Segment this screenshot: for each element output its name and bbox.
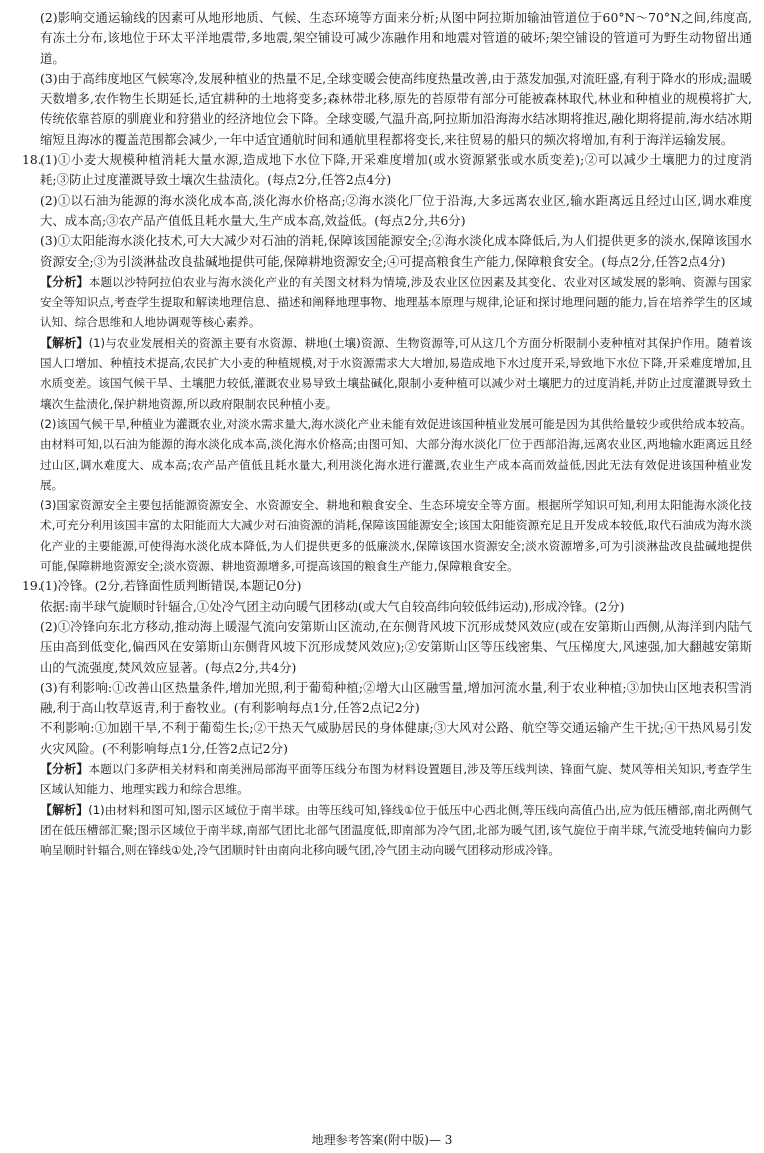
q18-explain-1 (22, 333, 752, 414)
q19-answer-3-unfavorable: 不利影响:①加剧干旱,不利于葡萄生长;②干热天气威胁居民的身体健康;③大风对公路、航空等交通运输产生干扰;④干热风易引发火灾风险。(不利影响每点1分,任答2点记2分) (40, 720, 752, 756)
analysis-tag: 【分析】 (40, 761, 89, 776)
q19-part1 (22, 576, 752, 596)
q18-analysis-text: 本题以沙特阿拉伯农业与海水淡化产业的有关图文材料为情境,涉及农业区位因素及其变化、农业对区域发展的影响、资源与国家安全等知识点,考查学生提取和解读地理信息、描述和阐释地理事物、地理基本原理与规律,论证和探讨地理问题的能力,旨在培养学生的区域认知、综合思维和人地协调观等核心素养。 (40, 274, 752, 330)
q19-answer-2: (2)①冷锋向东北方移动,推动海上暖湿气流向安第斯山区流动,在东侧背风坡下沉形成焚风效应(或在安第斯山西侧,从海洋到内陆气压由高到低变化,偏西风在安第斯山东侧背风坡下沉形成焚风效应);②安第斯山区等压线密集、气压梯度大,风速强,加大翻越安第斯山的气流强度,焚风效应显著。(每点2分,共4分) (40, 618, 752, 675)
q18-explain-1-text: (1)与农业发展相关的资源主要有水资源、耕地(土壤)资源、生物资源等,可从这几个方面分析限制小麦种植对其保护作用。随着该国人口增加、种植技术提高,农民扩大小麦的种植规模,对于水资源需求大大增加,易造成地下水过度开采,导致地下水位下降,开采难度增加,且水质变差。该国气候干旱、土壤肥力较低,灌溉农业易导致土壤盐碱化,限制小麦种植可以减少对土壤肥力的过度消耗,并防止过度灌溉导致土壤次生盐渍化,保护耕地资源,所以政府限制农民种植小麦。 (40, 335, 752, 411)
q18-answer-1: (1)①小麦大规模种植消耗大量水源,造成地下水位下降,开采难度增加(或水资源紧张或水质变差);②可以减少土壤肥力的过度消耗;③防止过度灌溉导致土壤次生盐渍化。(每点2分,任答2点4分) (40, 152, 752, 188)
q19-analysis (22, 759, 752, 800)
q18-explain-3: (3)国家资源安全主要包括能源资源安全、水资源安全、耕地和粮食安全、生态环境安全等方面。根据所学知识可知,利用太阳能海水淡化技术,可充分利用该国丰富的太阳能而大大减少对石油资源的消耗,保障该国能源安全;该国太阳能资源充足且开发成本较低,取代石油成为海水淡化产业的主要能源,可使得海水淡化成本降低,为人们提供更多的低廉淡水,保障该国水资源安全;淡水资源增多,可为引淡淋盐改良盐碱地提供可能,保障耕地资源安全;淡水资源、耕地资源增多,可提高该国的粮食生产能力,保障粮食安全。 (40, 498, 752, 574)
page-footer: 地理参考答案(附中版)— 3 (311, 1133, 453, 1147)
q17-part2: (2)影响交通运输线的因素可从地形地质、气候、生态环境等方面来分析;从图中阿拉斯加输油管道位于60°N～70°N之间,纬度高,有冻土分布,该地位于环太平洋地震带,多地震,架空铺设可减少冻融作用和地震对管道的破坏;架空铺设的管道可为野生动物留出通道。 (40, 10, 752, 66)
q19-analysis-text: 本题以门多萨相关材料和南美洲局部海平面等压线分布图为材料设置题目,涉及等压线判读、锋面气旋、焚风等相关知识,考查学生区域认知能力、地理实践力和综合思维。 (40, 761, 752, 797)
q19-answer-1-basis: 依据:南半球气旋顺时针辐合,①处冷气团主动向暖气团移动(或大气自较高纬向较低纬运动),形成冷锋。(2分) (40, 598, 625, 614)
explain-tag: 【解析】 (40, 802, 89, 817)
q19-explain-1 (22, 800, 752, 861)
explain-tag: 【解析】 (40, 335, 89, 350)
q18-answer-2: (2)①以石油为能源的海水淡化成本高,淡化海水价格高;②海水淡化厂位于沿海,大多远离农业区,输水距离远且经过山区,调水难度大、成本高;③农产品产值低且耗水量大,生产成本高,效益低。(每点2分,共6分) (40, 192, 752, 228)
analysis-tag: 【分析】 (40, 274, 89, 289)
q19-explain-1-text: (1)由材料和图可知,图示区域位于南半球。由等压线可知,锋线①位于低压中心西北侧,等压线向高值凸出,应为低压槽部,南北两侧气团在低压槽部汇聚;图示区域位于南半球,南部气团比北部气团温度低,即南部为冷气团,北部为暖气团,该气旋位于南半球,气流受地转偏向力影响呈顺时针辐合,则在锋线①处,冷气团顺时针由南向北移向暖气团,冷气团主动向暖气团移动形成冷锋。 (40, 802, 752, 858)
q18-explain-2: (2)该国气候干旱,种植业为灌溉农业,对淡水需求量大,海水淡化产业未能有效促进该国种植业发展可能是因为其供给量较少或供给成本较高。由材料可知,以石油为能源的海水淡化成本高,淡化海水价格高;由图可知、大部分海水淡化厂位于西部沿海,远离农业区,两地输水距离远且经过山区,调水难度大、成本高;农产品产值低且耗水量大,利用淡化海水进行灌溉,农业生产成本高而效益低,因此无法有效促进该国种植业发展。 (40, 416, 752, 492)
q18-answer-3: (3)①太阳能海水淡化技术,可大大减少对石油的消耗,保障该国能源安全;②海水淡化成本降低后,为人们提供更多的淡水,保障该国水资源安全;③为引淡淋盐改良盐碱地提供可能,保障耕地资源安全;④可提高粮食生产能力,保障粮食安全。(每点2分,任答2点4分) (40, 233, 752, 269)
q19-answer-3: (3)有利影响:①改善山区热量条件,增加光照,利于葡萄种植;②增大山区融雪量,增加河流水量,利于农业种植;③加快山区地表积雪消融,利于高山牧草返青,利于畜牧业。(有利影响每点1分,任答2点记2分) (40, 679, 752, 716)
q18-analysis (22, 272, 752, 333)
content-column (22, 8, 752, 860)
q17-part3: (3)由于高纬度地区气候寒冷,发展种植业的热量不足,全球变暖会使高纬度热量改善,由于蒸发加强,对流旺盛,有利于降水的形成;温暖天数增多,农作物生长期延长,适宜耕种的土地将变多;森林带北移,原先的苔原带有部分可能被森林取代,林业和种植业的规模将扩大,传统依靠苔原的驯鹿业和狩猎业的经济地位会下降。全球变暖,气温升高,阿拉斯加沿海海水结冰期将推迟,融化期将提前,海水结冰期缩短且海冰的覆盖范围都会减少,一年中适宜通航时间和通航里程都将变长,来往贸易的船只的频次将增加,有利于海洋运输发展。 (40, 70, 752, 147)
q19-answer-1: (1)冷锋。(2分,若锋面性质判断错误,本题记0分) (40, 578, 302, 594)
q18-number: 18. (22, 152, 42, 168)
q19-number: 19. (22, 578, 42, 594)
q18-part1 (22, 150, 752, 191)
